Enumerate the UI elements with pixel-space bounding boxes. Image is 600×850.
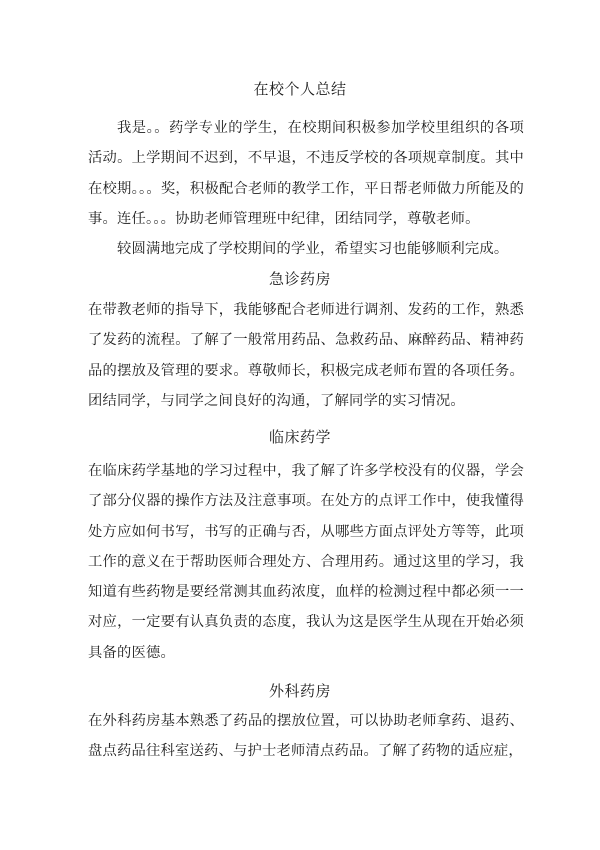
- document-title: 在校个人总结: [253, 80, 347, 98]
- section-heading-emergency-pharmacy: 急诊药房: [268, 270, 331, 288]
- section-body-emergency-pharmacy: 在带教老师的指导下，我能够配合老师进行调剂、发药的工作，熟悉了发药的流程。了解了一般常用药品、急救药品、麻醉药品、精神药品的摆放及管理的要求。尊敬师长，积极完成老师布置的各项任务。团结同学，与同学之间良好的沟通，了解同学的实习情况。: [88, 302, 524, 409]
- section-body-clinical-pharmacy: 在临床药学基地的学习过程中，我了解了许多学校没有的仪器，学会了部分仪器的操作方法及注意事项。在处方的点评工作中，使我懂得处方应如何书写，书写的正确与否，从哪些方面点评处方等等，此项工作的意义在于帮助医师合理处方、合理用药。通过这里的学习，我知道有些药物是要经常测其血药浓度，血样的检测过程中都必须一一对应，一定要有认真负责的态度，我认为这是医学生从现在开始必须具备的医德。: [88, 463, 524, 661]
- section-heading-clinical-pharmacy: 临床药学: [268, 428, 331, 446]
- section-heading-surgical-pharmacy: 外科药房: [268, 682, 331, 700]
- intro-paragraph: 我是。。药学专业的学生，在校期间积极参加学校里组织的各项活动。上学期间不迟到，不早退，不违反学校的各项规章制度。其中在校期。。。奖，积极配合老师的教学工作，平日帮老师做力所能及的事。连任。。。协助老师管理班中纪律，团结同学，尊敬老师。: [88, 120, 524, 227]
- section-body-surgical-pharmacy: 在外科药房基本熟悉了药品的摆放位置，可以协助老师拿药、退药、盘点药品往科室送药、与护士老师清点药品。了解了药物的适应症，: [88, 713, 524, 760]
- intro-closing-paragraph: 较圆满地完成了学校期间的学业，希望实习也能够顺利完成。: [117, 241, 509, 257]
